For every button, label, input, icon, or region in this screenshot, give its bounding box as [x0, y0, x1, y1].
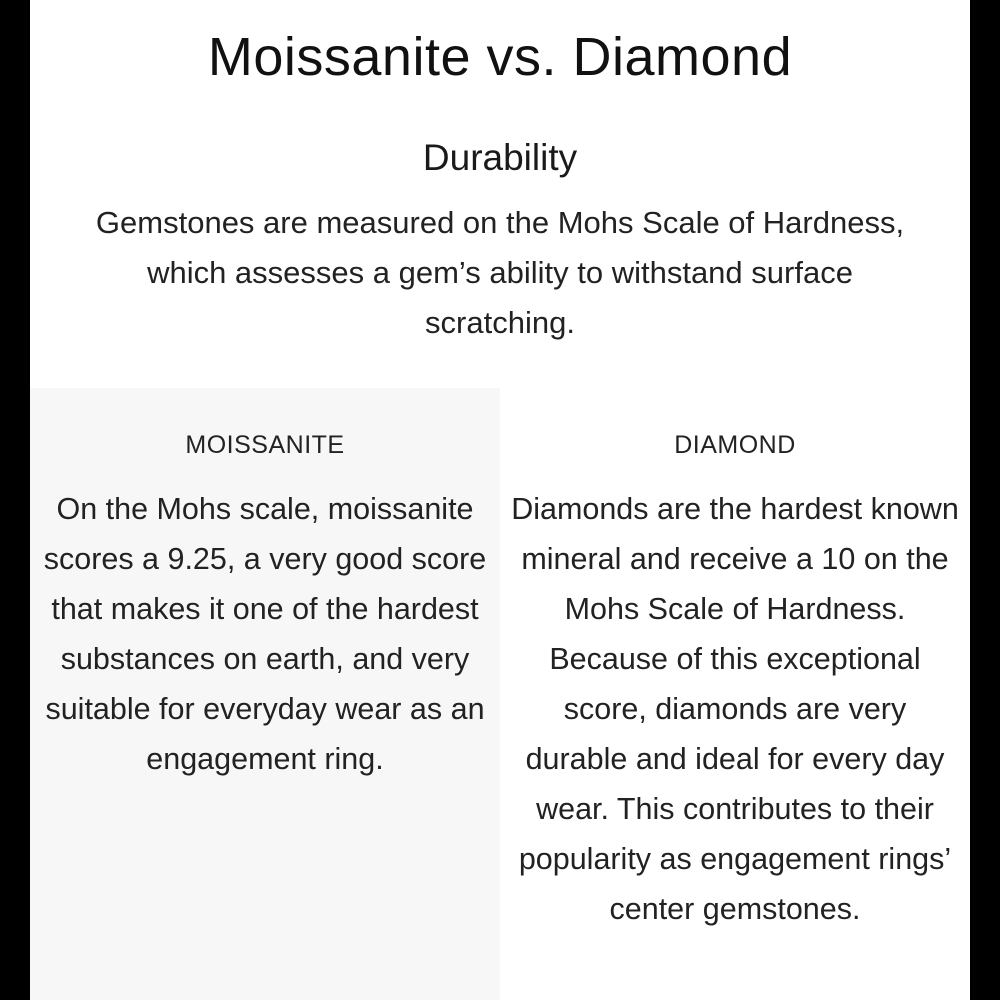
diamond-heading: DIAMOND: [674, 431, 796, 459]
diamond-description: Diamonds are the hardest known mineral and receive a 10 on the Mohs Scale of Hardness. Because of this exceptional score, diamonds are very durable and ideal for every day wear. This contributes to their popularity as engagement rings’ center gemstones.: [511, 492, 959, 926]
moissanite-description: On the Mohs scale, moissanite scores a 9.25, a very good score that makes it one of the hardest substances on earth, and very suitable for everyday wear as an engagement ring.: [43, 492, 487, 776]
right-frame-bar: [970, 0, 1000, 1000]
diamond-column: [500, 388, 970, 1000]
comparison-page: [30, 0, 970, 1000]
moissanite-heading: MOISSANITE: [185, 431, 345, 459]
intro-paragraph: Gemstones are measured on the Mohs Scale of Hardness, which assesses a gem’s ability to withstand surface scratching.: [95, 205, 905, 340]
page-title: Moissanite vs. Diamond: [207, 27, 793, 87]
section-title: Durability: [422, 137, 578, 178]
moissanite-column: [30, 388, 500, 1000]
left-frame-bar: [0, 0, 30, 1000]
